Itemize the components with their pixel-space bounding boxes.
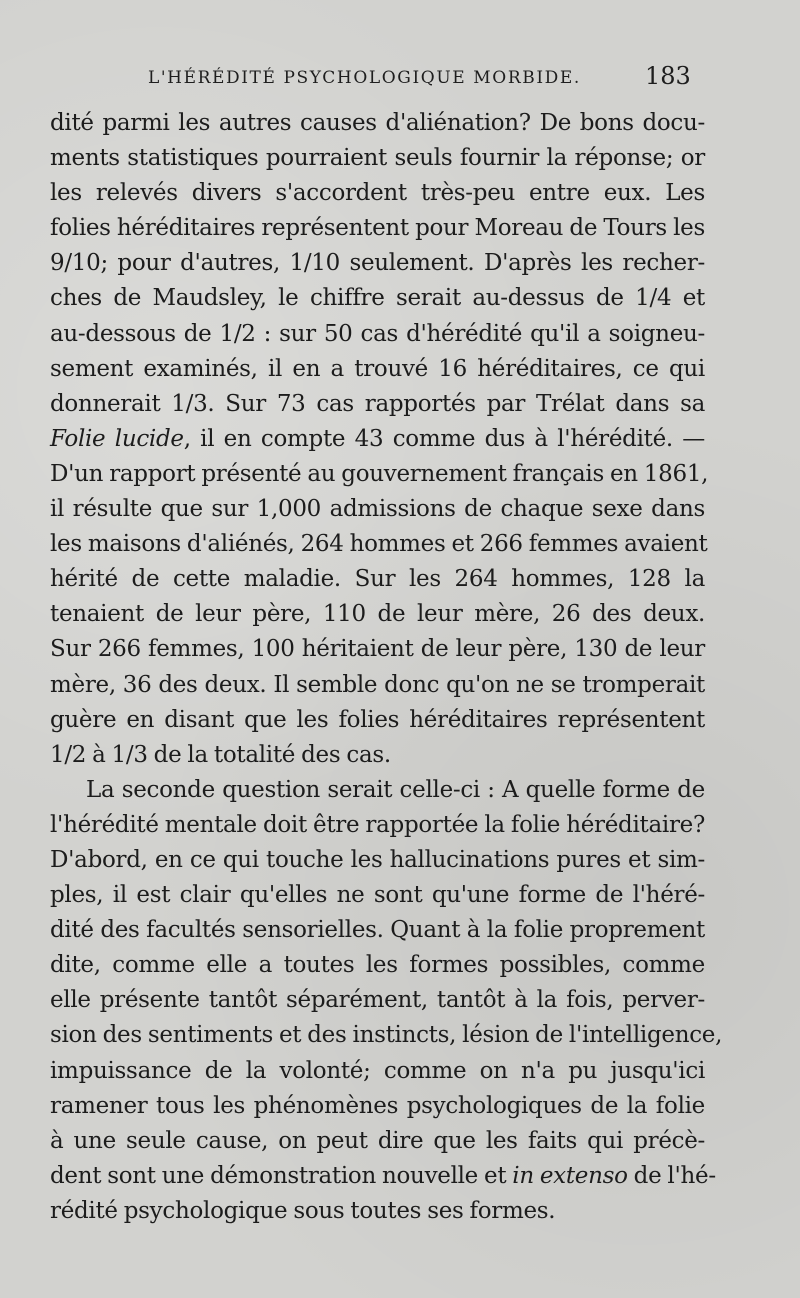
text-segment: dent sont une démonstration nouvelle et	[50, 1162, 513, 1189]
text-line	[50, 1159, 716, 1194]
text-line: sion des sentiments et des instincts, lésion de l'intelligence,	[50, 1022, 723, 1049]
text-line: ples, il est clair qu'elles ne sont qu'une forme de l'héré-	[50, 882, 705, 909]
text-line: ments statistiques pourraient seuls fournir la réponse; or	[50, 145, 705, 172]
text-line: Sur 266 femmes, 100 héritaient de leur père, 130 de leur	[50, 636, 705, 663]
text-line	[50, 422, 705, 457]
running-head	[0, 62, 800, 98]
text-line: impuissance de la volonté; comme on n'a pu jusqu'ici	[50, 1057, 705, 1084]
text-line: 9/10; pour d'autres, 1/10 seulement. D'après les recher-	[50, 250, 705, 277]
text-line: l'hérédité mentale doit être rapportée la folie héréditaire?	[50, 811, 705, 838]
text-line: D'un rapport présenté au gouvernement français en 1861,	[50, 460, 709, 487]
text-line: les maisons d'aliénés, 264 hommes et 266 femmes avaient	[50, 531, 708, 558]
text-line: folies héréditaires représentent pour Moreau de Tours les	[50, 215, 705, 242]
text-line: elle présente tantôt séparément, tantôt à la fois, perver-	[50, 987, 705, 1014]
text-line: au-dessous de 1/2 : sur 50 cas d'hérédité qu'il a soigneu-	[50, 320, 705, 347]
text-segment: de l'hé-	[627, 1162, 716, 1189]
text-line: dité parmi les autres causes d'aliénation? De bons docu-	[50, 110, 705, 136]
italic-phrase: in extenso	[512, 1162, 628, 1189]
text-line: sement examinés, il en a trouvé 16 héréditaires, ce qui	[50, 355, 705, 382]
page-number: 183	[645, 62, 691, 90]
text-line: mère, 36 des deux. Il semble donc qu'on ne se tromperait	[50, 671, 705, 698]
text-line: 1/2 à 1/3 de la totalité des cas.	[50, 741, 391, 768]
text-line: à une seule cause, on peut dire que les faits qui précè-	[50, 1127, 705, 1154]
italic-title: Folie lucide	[50, 425, 184, 452]
text-line: les relevés divers s'accordent très-peu entre eux. Les	[50, 180, 705, 207]
text-line: il résulte que sur 1,000 admissions de chaque sexe dans	[50, 496, 705, 523]
text-line: ches de Maudsley, le chiffre serait au-dessus de 1/4 et	[50, 285, 705, 312]
text-line: tenaient de leur père, 110 de leur mère, 26 des deux.	[50, 601, 705, 628]
text-line: guère en disant que les folies héréditaires représentent	[50, 706, 705, 733]
text-segment: , il en compte 43 comme dus à l'hérédité. —	[183, 425, 705, 452]
text-line: La seconde question serait celle-ci : A quelle forme de	[86, 776, 705, 803]
text-line: ramener tous les phénomènes psychologiques de la folie	[50, 1092, 705, 1119]
text-line: dité des facultés sensorielles. Quant à la folie proprement	[50, 917, 705, 944]
text-line: D'abord, en ce qui touche les hallucinations pures et sim-	[50, 846, 705, 873]
text-line: rédité psychologique sous toutes ses formes.	[50, 1197, 556, 1224]
body-text	[50, 106, 723, 1229]
text-line: dite, comme elle a toutes les formes possibles, comme	[50, 952, 705, 979]
running-head-title: L'HÉRÉDITÉ PSYCHOLOGIQUE MORBIDE.	[148, 68, 581, 88]
text-line: hérité de cette maladie. Sur les 264 hommes, 128 la	[50, 566, 705, 593]
text-line: donnerait 1/3. Sur 73 cas rapportés par Trélat dans sa	[50, 390, 705, 417]
